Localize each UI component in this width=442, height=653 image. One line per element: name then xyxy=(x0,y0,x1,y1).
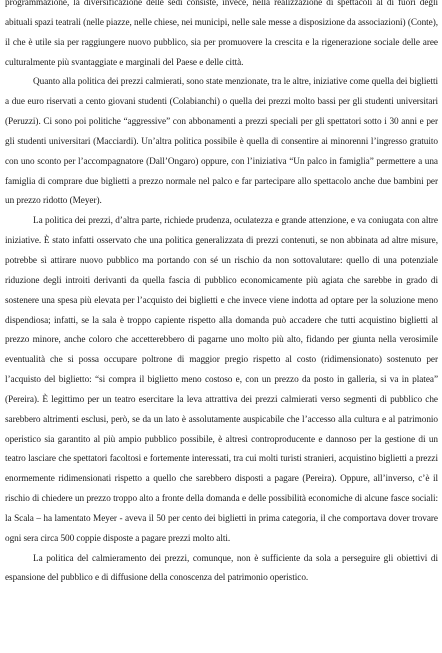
paragraph-politica-prezzi: La politica dei prezzi, d’altra parte, richiede prudenza, oculatezza e grande attenzione, e va coniugata con altre iniziative. È stato infatti osservato che una politica generalizzata di prezzi contenuti, se non abbinata ad altre misure, potrebbe sì attirare nuovo pubblico ma portando con sé un rischio da non sottovalutare: quello di una potenziale riduzione degli introiti derivanti da quella fascia di pubblico economicamente più agiata che sarebbe in grado di sostenere una spesa più elevata per l’acquisto dei biglietti e che invece viene indotta ad optare per la soluzione meno dispendiosa; infatti, se la sala è troppo capiente rispetto alla domanda può accadere che tutti acquistino biglietti al prezzo minore, anche coloro che accetterebbero di pagarne uno molto più alto, fidando per giunta nella verosimile eventualità che si possa occupare poltrone di maggior pregio rispetto al costo (ridimensionato) sostenuto per l’acquisto del biglietto: “si compra il biglietto meno costoso e, con un prezzo da posto in galleria, si va in platea” (Pereira). È legittimo per un teatro esercitare la leva attrattiva dei prezzi calmierati verso segmenti di pubblico che sarebbero altrimenti esclusi, però, se da un lato è assolutamente auspicabile che l’accesso alla cultura e al patrimonio operistico sia garantito al più ampio pubblico possibile, è altresì controproducente e dannoso per la gestione di un teatro lasciare che spettatori facoltosi e fortemente interessati, tra cui molti turisti stranieri, acquistino biglietti a prezzi enormemente ridimensionati rispetto a quello che sarebbero disposti a pagare (Pereira). Oppure, all’inverso, c’è il rischio di chiedere un prezzo troppo alto a fronte della domanda e delle possibilità economiche di alcune fasce sociali: la Scala – ha lamentato Meyer - aveva il 50 per cento dei biglietti in prima categoria, il che comportava dover trovare ogni sera circa 500 coppie disposte a pagare prezzi molto alti. xyxy=(5,216,438,544)
paragraph-calmieramento: La politica del calmieramento dei prezzi, comunque, non è sufficiente da sola a perseguire gli obiettivi di espansione del pubblico e di diffusione della conoscenza del patrimonio operistico. xyxy=(5,553,438,584)
paragraph-prezzi-calmierati: Quanto alla politica dei prezzi calmierati, sono state menzionate, tra le altre, iniziative come quella dei biglietti a due euro riservati a cento giovani studenti (Colabianchi) o quella dei prezzi molto bassi per gli studenti universitari (Peruzzi). Ci sono poi politiche “aggressive” con abbonamenti a prezzi speciali per gli spettatori sotto i 30 anni e per gli studenti universitari (Macciardi). Un’altra politica possibile è quella di consentire ai minorenni l’ingresso gratuito con uno sconto per l’accompagnatore (Dall’Ongaro) oppure, con l’iniziativa “Un palco in famiglia” permettere a una famiglia di comprare due biglietti a prezzo normale nel palco e far partecipare allo spettacolo anche due bambini per un prezzo ridotto (Meyer). xyxy=(5,77,438,207)
paragraph-programmazione: programmazione, la diversificazione delle sedi consiste, invece, nella realizzazione di spettacoli al di fuori degli abituali spazi teatrali (nelle piazze, nelle chiese, nei municipi, nelle sale messe a disposizione da associazioni) (Conte), il che è utile sia per raggiungere nuovo pubblico, sia per promuovere la crescita e la rigenerazione sociale delle aree culturalmente più svantaggiate e marginali del Paese e delle città. xyxy=(5,0,439,68)
